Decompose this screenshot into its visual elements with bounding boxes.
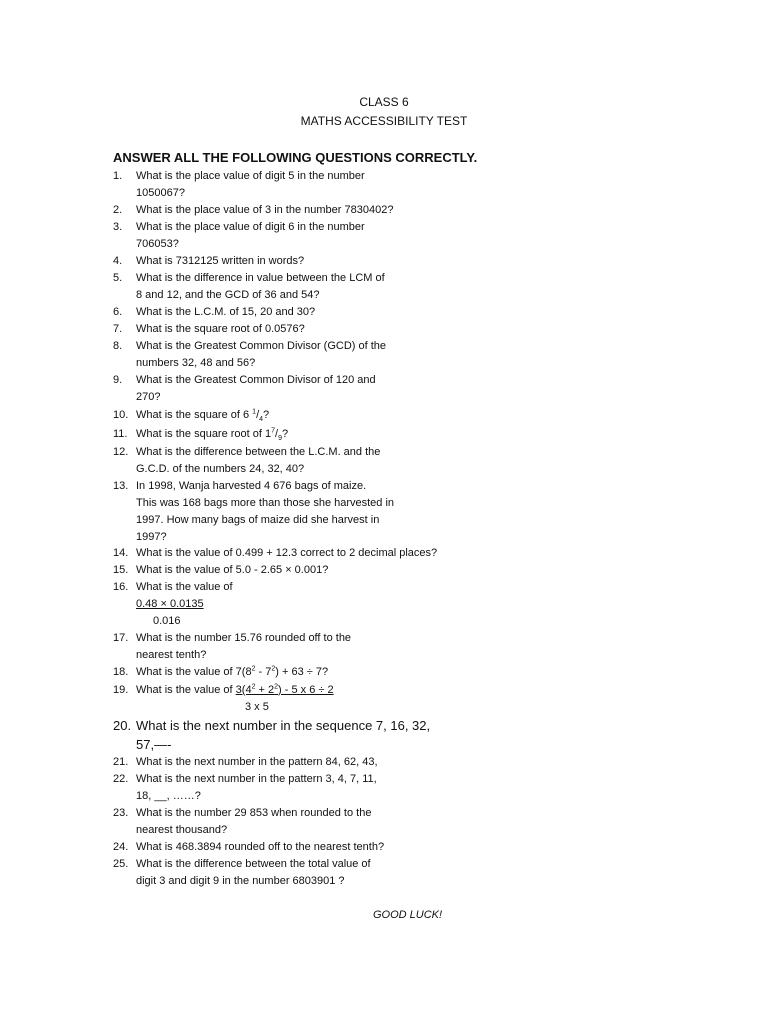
question-number: 4. [113,255,123,267]
question-11 [113,426,453,443]
question-18 [113,664,453,681]
test-title: MATHS ACCESSIBILITY TEST [300,114,468,128]
question-number: 15. [113,564,129,576]
question-number: 18. [113,666,129,678]
question-4 [113,253,453,270]
question-number: 2. [113,204,123,216]
question-number: 1. [113,170,123,182]
question-number: 14. [113,547,129,559]
question-14 [113,545,473,562]
question-text-cont: 57,—- [136,737,172,752]
question-8 [113,338,453,372]
question-text-cont: nearest thousand? [136,824,228,836]
question-text: What is the difference between the total value of [136,858,371,870]
question-number: 9. [113,374,123,386]
question-3 [113,219,453,253]
question-number: 16. [113,581,129,593]
question-number: 20. [113,718,132,733]
question-text-cont: This was 168 bags more than those she harvested in [136,497,395,509]
fraction-numerator: 1 [252,408,257,416]
question-text-cont: 8 and 12, and the GCD of 36 and 54? [136,289,320,301]
instruction-heading: ANSWER ALL THE FOLLOWING QUESTIONS CORRECTLY. [113,150,478,165]
question-5 [113,270,453,304]
question-text: What is the place value of digit 5 in the number [136,170,365,182]
class-title: CLASS 6 [359,95,409,109]
question-9 [113,372,453,406]
fraction-denominator: 9 [278,435,283,443]
question-text-end: ? [263,409,270,421]
question-17 [113,630,453,664]
question-text: What is the next number in the pattern 84, 62, 43, [136,756,378,768]
question-1 [113,168,453,202]
question-19 [113,682,453,716]
question-text-cont: numbers 32, 48 and 56? [136,357,256,369]
question-13 [113,478,453,546]
question-number: 24. [113,841,129,853]
question-text: What is the square root of 0.0576? [136,323,305,335]
fraction-slash: / [275,428,279,440]
question-text: What is the value of 0.499 + 12.3 correct to 2 decimal places? [136,547,438,559]
question-number: 10. [113,409,129,421]
question-7 [113,321,453,338]
question-text-end: ? [282,428,289,440]
question-text: What is the difference in value between the LCM of [136,272,385,284]
question-number: 11. [113,428,128,440]
question-text: What is the next number in the pattern 3, 4, 7, 11, [136,773,377,785]
question-text: What is the value of [136,581,233,593]
question-number: 17. [113,632,129,644]
question-number: 21. [113,756,129,768]
question-text: What is the place value of 3 in the number 7830402? [136,204,394,216]
question-text: What is the L.C.M. of 15, 20 and 30? [136,306,316,318]
question-text: What is 7312125 written in words? [136,255,305,267]
question-text: What is the Greatest Common Divisor (GCD) of the [136,340,387,352]
question-text-cont: 270? [136,391,161,403]
question-number: 8. [113,340,123,352]
expression-numerator: $3(4^2 + 2^2) - 5$ x 6 ÷ 2 [235,683,334,696]
question-text: What is the value of 5.0 - 2.65 × 0.001? [136,564,329,576]
question-text-cont: G.C.D. of the numbers 24, 32, 40? [136,463,305,475]
question-number: 6. [113,306,123,318]
expression-denominator: 3 x 5 [245,701,269,713]
question-23 [113,805,453,839]
question-2 [113,202,453,219]
exponent: 2 [274,683,279,691]
question-text-end: ) + 63 ÷ 7? [275,666,329,678]
fraction-numerator: 7 [271,427,276,435]
question-12 [113,444,453,478]
question-number: 3. [113,221,123,233]
question-text-cont: 1997? [136,531,167,543]
question-text: What is the square of 6 [136,409,253,421]
exponent: 2 [271,665,276,673]
question-number: 22. [113,773,129,785]
exponent: 2 [251,665,256,673]
good-luck-footer: GOOD LUCK! [373,909,443,921]
question-25 [113,856,453,890]
question-number: 23. [113,807,129,819]
question-text: What is the difference between the L.C.M. and the [136,446,381,458]
question-text-cont: 706053? [136,238,179,250]
question-text-cont: 1050067? [136,187,185,199]
question-text-mid: - 7 [255,666,272,678]
question-text-cont: digit 3 and digit 9 in the number 6803901 ? [136,875,345,887]
fraction-numerator: 0.48 × 0.0135 [136,598,204,610]
question-text-cont: 18, __, ……? [136,790,201,802]
question-text: In 1998, Wanja harvested 4 676 bags of maize. [136,480,367,492]
question-text: What is the value of 7(8 [136,666,252,678]
question-text: What is 468.3894 rounded off to the nearest tenth? [136,841,385,853]
question-text: What is the number 15.76 rounded off to the [136,632,352,644]
question-text: What is the Greatest Common Divisor of 120 and [136,374,376,386]
question-number: 7. [113,323,123,335]
question-text: What is the next number in the sequence 7, 16, 32, [136,718,431,733]
question-number: 19. [113,684,129,696]
question-text: What is the number 29 853 when rounded to the [136,807,372,819]
question-text-cont: 1997. How many bags of maize did she harvest in [136,514,380,526]
question-text: What is the square root of 1 [136,428,272,440]
question-number: 25. [113,858,129,870]
question-15 [113,562,453,579]
question-21 [113,754,453,771]
question-text-cont: nearest tenth? [136,649,207,661]
question-text: What is the place value of digit 6 in the number [136,221,365,233]
question-20 [113,716,473,754]
question-6 [113,304,453,321]
question-10 [113,407,453,424]
question-24 [113,839,473,856]
question-text: What is the value of [136,684,236,696]
fraction-denominator: 4 [259,416,264,424]
fraction-slash: / [256,409,260,421]
question-22 [113,771,453,805]
question-16 [113,579,453,630]
exponent: 2 [251,683,256,691]
question-number: 5. [113,272,123,284]
fraction-denominator: 0.016 [153,615,181,627]
question-number: 13. [113,480,129,492]
question-number: 12. [113,446,129,458]
